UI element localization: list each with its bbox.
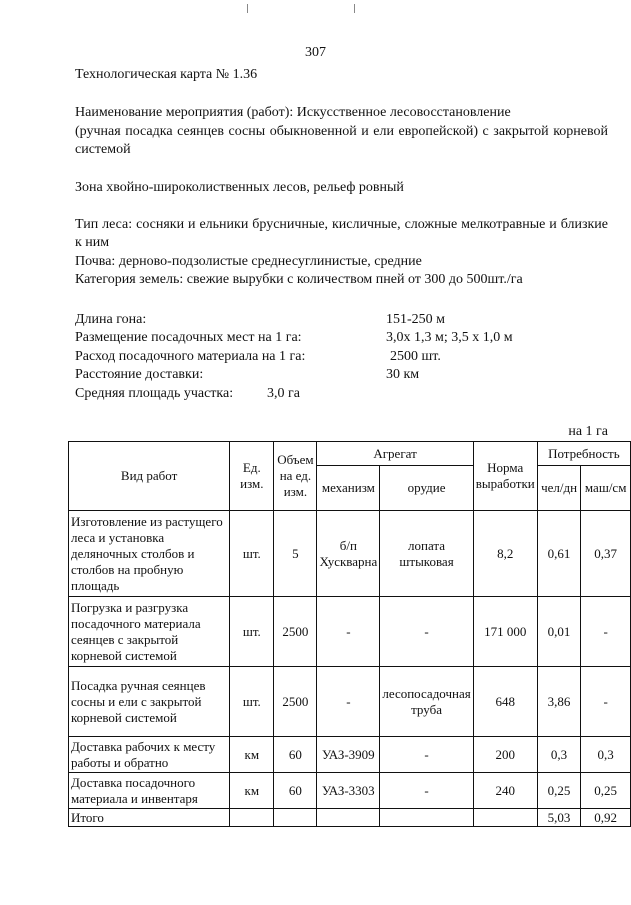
param-value-average-area: 3,0 га [267, 386, 300, 401]
cell-man-days: 0,3 [537, 737, 581, 773]
param-value-delivery-distance: 30 км [386, 367, 420, 382]
table-row [69, 667, 631, 737]
soil-text: Почва: дерново-подзолистые среднесуглинистые, средние [75, 254, 422, 269]
cell-norm: 240 [473, 773, 537, 809]
header-need: Потребность [537, 442, 630, 466]
forest-type-text: Тип леса: сосняки и ельники брусничные, кисличные, сложные мелкотравные и близкие к ним [75, 217, 608, 250]
cell-work: Доставка рабочих к месту работы и обратно [69, 737, 230, 773]
table-row [69, 737, 631, 773]
header-work-type: Вид работ [69, 442, 230, 511]
table-total-row [69, 809, 631, 827]
cell-machine-days: 0,3 [581, 737, 631, 773]
header-tool: орудие [380, 466, 473, 511]
cell-total-label: Итого [69, 809, 230, 827]
param-value-material-consumption: 2500 шт. [390, 349, 441, 364]
cell-machine-days: 0,25 [581, 773, 631, 809]
cell-norm: 8,2 [473, 511, 537, 597]
param-label-run-length: Длина гона: [75, 312, 147, 327]
table-row [69, 511, 631, 597]
cell-tool: - [380, 773, 473, 809]
table-header-row [69, 442, 631, 466]
param-label-delivery-distance: Расстояние доставки: [75, 367, 204, 382]
cell-mechanism: УАЗ-3303 [317, 773, 380, 809]
cell-empty [274, 809, 317, 827]
cell-mechanism: - [317, 667, 380, 737]
cell-man-days: 0,01 [537, 597, 581, 667]
cell-empty [380, 809, 473, 827]
cell-mechanism: б/п Хускварна [317, 511, 380, 597]
card-title: Технологическая карта № 1.36 [75, 67, 258, 82]
cell-norm: 648 [473, 667, 537, 737]
cell-man-days: 0,61 [537, 511, 581, 597]
header-machine-days: маш/см [581, 466, 631, 511]
header-man-days: чел/дн [537, 466, 581, 511]
cell-total-machine-days: 0,92 [581, 809, 631, 827]
cell-unit: шт. [230, 597, 274, 667]
unit-note: на 1 га [568, 424, 608, 439]
cell-volume: 60 [274, 773, 317, 809]
cell-tool: - [380, 737, 473, 773]
cell-norm: 200 [473, 737, 537, 773]
cell-tool: - [380, 597, 473, 667]
param-label-material-consumption: Расход посадочного материала на 1 га: [75, 349, 306, 364]
cell-man-days: 0,25 [537, 773, 581, 809]
cell-work: Изготовление из растущего леса и установка деляночных столбов и столбов на пробную площадь [69, 511, 230, 597]
cell-machine-days: 0,37 [581, 511, 631, 597]
param-label-planting-spacing: Размещение посадочных мест на 1 га: [75, 330, 302, 345]
cell-mechanism: - [317, 597, 380, 667]
cell-empty [473, 809, 537, 827]
cell-man-days: 3,86 [537, 667, 581, 737]
activity-description: (ручная посадка сеянцев сосны обыкновенной и ели европейской) с закрытой корневой системой [75, 124, 608, 157]
header-unit: Ед. изм. [230, 442, 274, 511]
header-norm: Норма выработки [473, 442, 537, 511]
scan-mark-right [354, 4, 355, 13]
cell-work: Доставка посадочного материала и инвентаря [69, 773, 230, 809]
param-value-run-length: 151-250 м [386, 312, 446, 327]
zone-text: Зона хвойно-широколиственных лесов, рельеф ровный [75, 180, 404, 195]
work-table [68, 441, 631, 827]
table-row [69, 597, 631, 667]
cell-unit: шт. [230, 511, 274, 597]
cell-total-man-days: 5,03 [537, 809, 581, 827]
cell-work: Погрузка и разгрузка посадочного материала сеянцев с закрытой корневой системой [69, 597, 230, 667]
page-number: 307 [305, 45, 326, 60]
cell-unit: шт. [230, 667, 274, 737]
activity-name-line: Наименование мероприятия (работ): Искусственное лесовосстановление [75, 105, 511, 120]
cell-empty [230, 809, 274, 827]
cell-unit: км [230, 737, 274, 773]
cell-empty [317, 809, 380, 827]
header-volume: Объем на ед. изм. [274, 442, 317, 511]
cell-volume: 5 [274, 511, 317, 597]
land-category-text: Категория земель: свежие вырубки с количеством пней от 300 до 500шт./га [75, 272, 523, 287]
cell-volume: 60 [274, 737, 317, 773]
header-aggregate: Агрегат [317, 442, 473, 466]
cell-machine-days: - [581, 667, 631, 737]
param-label-average-area: Средняя площадь участка: [75, 386, 234, 401]
scan-mark-left [247, 4, 248, 13]
cell-tool: лесопосадочная труба [380, 667, 473, 737]
cell-unit: км [230, 773, 274, 809]
table-row [69, 773, 631, 809]
cell-volume: 2500 [274, 597, 317, 667]
cell-norm: 171 000 [473, 597, 537, 667]
cell-volume: 2500 [274, 667, 317, 737]
cell-work: Посадка ручная сеянцев сосны и ели с закрытой корневой системой [69, 667, 230, 737]
cell-tool: лопата штыковая [380, 511, 473, 597]
param-value-planting-spacing: 3,0х 1,3 м; 3,5 х 1,0 м [386, 330, 513, 345]
header-mechanism: механизм [317, 466, 380, 511]
cell-machine-days: - [581, 597, 631, 667]
cell-mechanism: УАЗ-3909 [317, 737, 380, 773]
